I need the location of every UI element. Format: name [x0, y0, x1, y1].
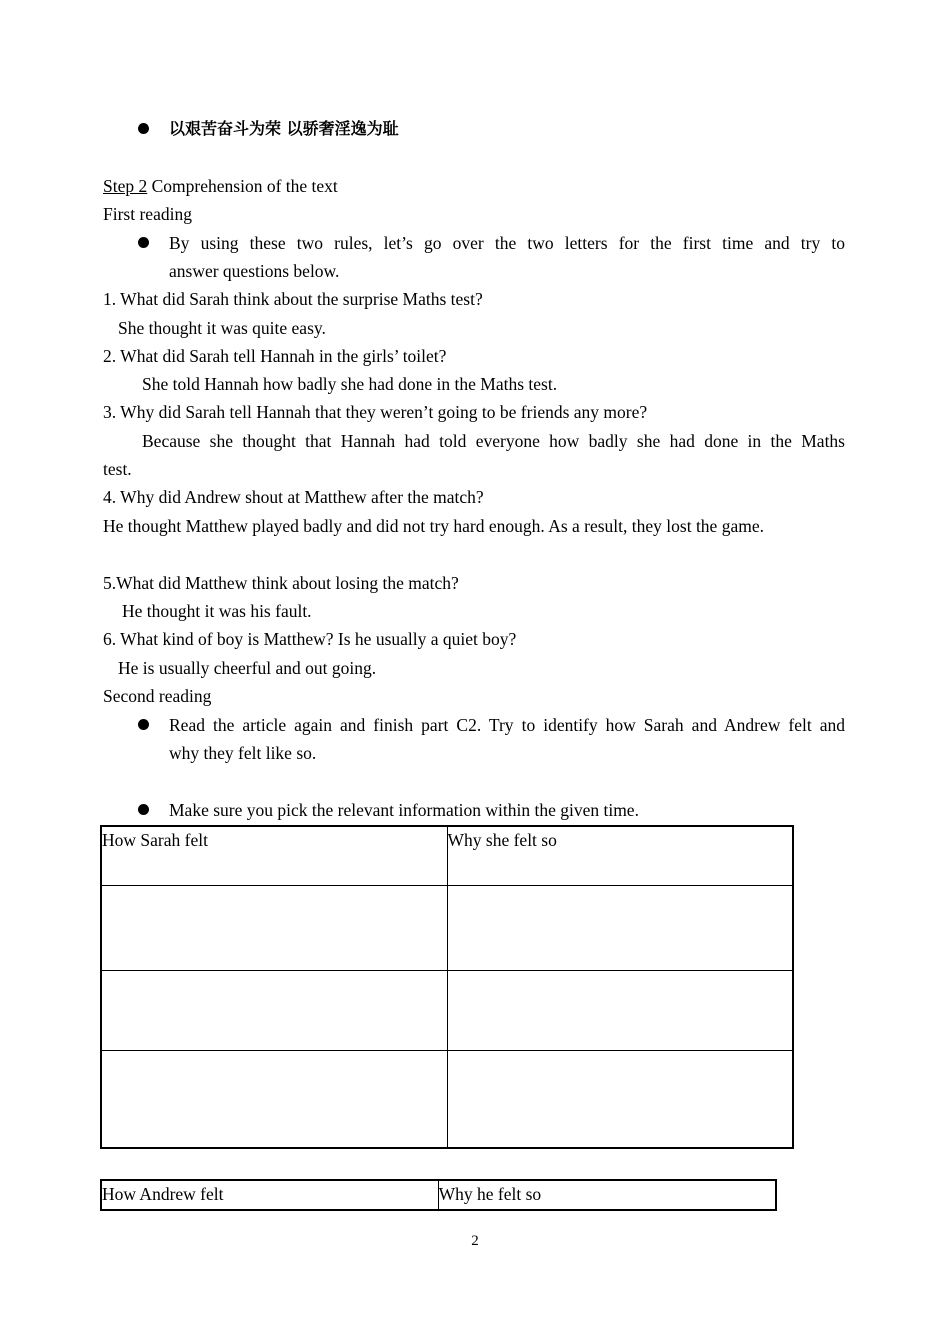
answer-6: He is usually cheerful and out going. [118, 658, 377, 678]
answer-2: She told Hannah how badly she had done in the Maths test. [142, 374, 558, 394]
question-5: 5.What did Matthew think about losing the match? [103, 573, 459, 593]
step-title: Comprehension of the text [147, 176, 338, 196]
bullet-icon [138, 719, 149, 730]
table-row [101, 885, 793, 970]
header-why-she-felt-so: Why she felt so [447, 826, 793, 885]
bullet-icon [138, 804, 149, 815]
header-why-he-felt-so: Why he felt so [438, 1180, 776, 1210]
answer-3: Because she thought that Hannah had told everyone how badly she had done in the Maths [142, 431, 845, 451]
table-row [101, 970, 793, 1050]
andrew-feelings-table [100, 1179, 777, 1211]
answer-3-continued: test. [103, 459, 132, 479]
table-cell-empty[interactable] [101, 970, 447, 1050]
header-how-sarah-felt: How Sarah felt [101, 826, 447, 885]
first-reading-instruction-line2: answer questions below. [169, 261, 340, 281]
answer-5: He thought it was his fault. [122, 601, 312, 621]
second-reading-instruction-line2: why they felt like so. [169, 743, 317, 763]
second-reading-heading: Second reading [103, 686, 212, 706]
question-6: 6. What kind of boy is Matthew? Is he usually a quiet boy? [103, 629, 517, 649]
step-heading [103, 175, 338, 197]
step-label: Step 2 [103, 176, 148, 196]
motto-line: 以艰苦奋斗为荣 以骄奢淫逸为耻 [169, 119, 399, 138]
bullet-icon [138, 237, 149, 248]
second-reading-instruction-2: Make sure you pick the relevant information within the given time. [169, 800, 639, 820]
first-reading-instruction-line1: By using these two rules, let’s go over the two letters for the first time and try to [169, 233, 845, 253]
table-cell-empty[interactable] [101, 1050, 447, 1148]
table-cell-empty[interactable] [447, 970, 793, 1050]
page-number: 2 [471, 1233, 479, 1249]
table-cell-empty[interactable] [447, 885, 793, 970]
table-row [101, 1180, 776, 1210]
table-row [101, 1050, 793, 1148]
question-1: 1. What did Sarah think about the surprise Maths test? [103, 289, 483, 309]
answer-1: She thought it was quite easy. [118, 318, 326, 338]
table-row [101, 826, 793, 885]
question-3: 3. Why did Sarah tell Hannah that they weren’t going to be friends any more? [103, 402, 648, 422]
answer-4: He thought Matthew played badly and did not try hard enough. As a result, they lost the game. [103, 516, 764, 536]
sarah-feelings-table [100, 825, 794, 1149]
question-2: 2. What did Sarah tell Hannah in the girls’ toilet? [103, 346, 447, 366]
table-cell-empty[interactable] [101, 885, 447, 970]
header-how-andrew-felt: How Andrew felt [101, 1180, 438, 1210]
bullet-icon [138, 123, 149, 134]
first-reading-heading: First reading [103, 204, 192, 224]
question-4: 4. Why did Andrew shout at Matthew after the match? [103, 487, 484, 507]
table-cell-empty[interactable] [447, 1050, 793, 1148]
second-reading-instruction-line1: Read the article again and finish part C2. Try to identify how Sarah and Andrew felt and [169, 715, 845, 735]
